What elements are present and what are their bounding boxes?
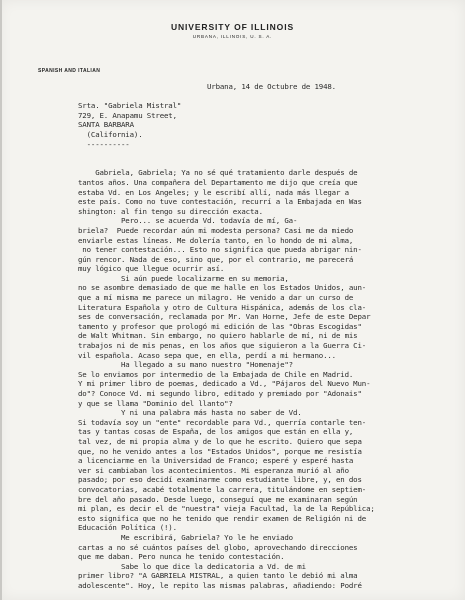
letter-line: 729, E. Anapamu Street, [78, 110, 177, 120]
letter-line: a licenciarme en la Universidad de Franco; esperé y esperé hasta [78, 456, 354, 466]
letter-line: cartas a no sé cuántos países del globo, aprovechando direcciones [78, 542, 358, 552]
letter-line: Si aún puede localizarme en su memoria, [78, 273, 289, 283]
page-edge [0, 0, 2, 600]
letter-line: pasado; por eso decidí examinarme como estudiante libre, y, en dos [78, 475, 362, 485]
letter-line: muy lógico que llegue ocurrir así. [78, 264, 225, 274]
letter-line: tamento y profesor que prologó mi edición de las "Obras Escogidas" [78, 321, 362, 331]
letter-line: que me daban. Pero nunca he tenido contestación. [78, 552, 285, 562]
letter-line: y que se llama "Dominio del llanto"? [78, 398, 233, 408]
letter-line: gún rencor. Nada de eso, sino que, por el contrario, me parecerá [78, 254, 354, 264]
letter-line [78, 92, 448, 102]
letter-line: no se asombre demasiado de que me halle en los Estados Unidos, aun- [78, 283, 367, 293]
letter-line: mi plan, es decir el de "nuestra" vieja Facultad, la de la República; [78, 504, 375, 514]
letter-line: adolescente". Hoy, le repito las mismas palabras, añadiendo: Podré [78, 580, 362, 590]
letter-body [78, 82, 448, 590]
letter-line: que a mí misma me parece un milagro. He venido a dar un curso de [78, 293, 354, 303]
letter-line: Y ni una palabra más hasta no saber de Vd. [78, 408, 302, 418]
letter-line: Gabriela, Gabriela; Ya no sé qué tratamiento darle después de [78, 168, 358, 178]
letter-line: Si todavía soy un "ente" recordable para Vd., querría contarle ten- [78, 417, 367, 427]
letter-line: briela? Puede recordar aún mi modesta persona? Casi me da miedo [78, 225, 354, 235]
letter-line: trabajos ni de mis penas, en los años que siguieron a la Guerra Ci- [78, 341, 367, 351]
letter-line: convocatorias, acabé totalmente la carrera, titulándome en septiem- [78, 484, 367, 494]
letter-line: ver si cambiaban los acontecimientos. Mi esperanza murió al año [78, 465, 349, 475]
letter-line [78, 149, 448, 159]
letter-line: de Walt Whitman. Sin embargo, no quiero hablarle de mí, ni de mis [78, 331, 358, 341]
letter-line: esto significa que no he tenido que rendir examen de Religión ni de [78, 513, 367, 523]
letter-line [78, 159, 448, 169]
letter-line: Srta. "Gabriela Mistral" [78, 101, 182, 111]
letter-line: do"? Conoce Vd. mi segundo libro, editado y premiado por "Adonais" [78, 389, 362, 398]
letter-line: ses de conversación, reclamada por Mr. Van Horne, Jefe de este Depar [78, 312, 371, 322]
letter-line: SANTA BARBARA [78, 120, 134, 130]
letter-line: tal vez, de mi propia alma y de lo que he escrito. Quiero que sepa [78, 436, 362, 446]
letter-line: (California). [78, 129, 143, 139]
letter-line: Educación Política (!). [78, 523, 177, 533]
letter-line: enviarle estas líneas. Me dolería tanto, en lo hondo de mi alma, [78, 235, 354, 245]
letter-line: no tener contestación... Esto no significa que pueda abrigar nin- [78, 245, 362, 255]
letter-line: este país. Como no tuve contestación, recurrí a la Embajada en Was [78, 197, 362, 207]
letter-line: shington: al fin tengo su dirección exacta. [78, 206, 263, 216]
letter-line: Pero... se acuerda Vd. todavía de mí, Ga- [78, 216, 298, 226]
letter-line: primer libro? "A GABRIELA MISTRAL, a quien tanto le debió mi alma [78, 571, 358, 581]
letter-line: Ha llegado a su mano nuestro "Homenaje"? [78, 360, 293, 370]
letter-line: Y mi primer libro de poemas, dedicado a Vd., "Pájaros del Nuevo Mun- [78, 379, 371, 389]
letter-line: estaba Vd. en Los Angeles; y le escribí allí, nada más llegar a [78, 187, 349, 197]
letter-line: Me escribirá, Gabriela? Yo le he enviado [78, 532, 293, 542]
letter-line: Se lo enviamos por intermedio de la Embajada de Chile en Madrid. [78, 369, 354, 379]
letter-line: tas y tantas cosas de España, de los amigos que están en ella y, [78, 427, 354, 437]
letter-line: que, no he venido antes a los "Estados Unidos", porque me resistía [78, 446, 362, 456]
letterhead-address: URBANA, ILLINOIS, U. S. A. [192, 34, 273, 39]
letter-date-line: Urbana, 14 de Octubre de 1948. [78, 82, 336, 91]
letter-line: ---------- [78, 139, 130, 149]
letter-line: bre del año pasado. Desde luego, conseguí que me examinaran según [78, 494, 358, 504]
letter-line: tantos años. Una compañera del Departamento me dijo que creía que [78, 177, 358, 187]
letter-line: vil española. Acaso sepa que, en ella, perdí a mi hermano... [78, 350, 336, 360]
letter-line: Literatura Española y otro de Cultura Hispánica, además de los cla- [78, 302, 367, 312]
letterhead-title: UNIVERSITY OF ILLINOIS [170, 22, 295, 32]
letter-line: Sabe lo que dice la dedicatoria a Vd. de mi [78, 561, 306, 571]
department-label: SPANISH AND ITALIAN [38, 68, 101, 74]
